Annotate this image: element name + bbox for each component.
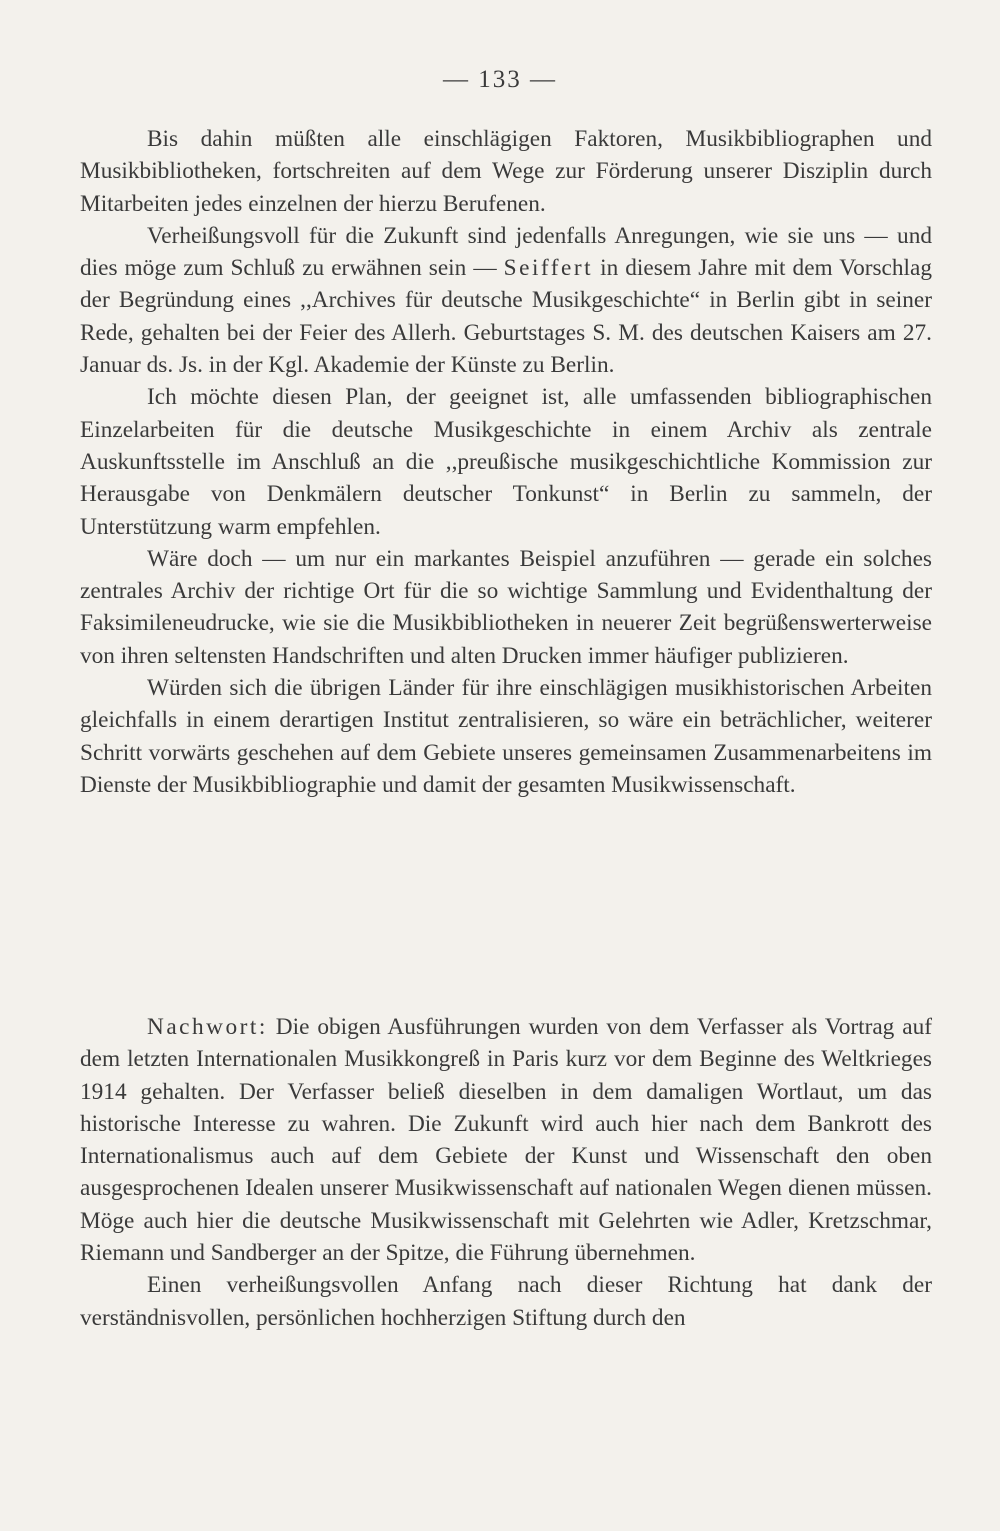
page-number: — 133 — — [443, 66, 557, 93]
paragraph: Ich möchte diesen Plan, der geeignet ist, alle umfassenden bibliographischen Einzelarbeiten für die deutsche Musikgeschichte in einem Archiv als zentrale Auskunftsstelle im Anschluß an die ,,preußische musikgeschichtliche Kommission zur Herausgabe von Denkmälern deutscher Tonkunst“ in Berlin zu sammeln, der Unterstützung warm empfehlen. — [80, 384, 932, 540]
main-text — [80, 123, 932, 801]
paragraph — [80, 220, 932, 381]
paragraph: Einen verheißungsvollen Anfang nach dieser Richtung hat dank der verständnisvollen, persönlichen hochherzigen Stiftung durch den — [80, 1272, 932, 1331]
paragraph: Würden sich die übrigen Länder für ihre einschlägigen musikhistorischen Arbeiten gleichfalls in einem derartigen Institut zentralisieren, so wäre ein beträchlicher, weiterer Schritt vorwärts geschehen auf dem Gebiete unseres gemeinsamen Zusammenarbeitens im Dienste der Musikbibliographie und damit der gesamten Musikwissenschaft. — [80, 675, 932, 798]
paragraph-text: Verheißungsvoll für die Zukunft sind jedenfalls Anregungen, wie sie uns — und dies möge zum Schluß zu erwähnen sein — — [80, 222, 932, 282]
paragraph: Wäre doch — um nur ein markantes Beispiel anzuführen — gerade ein solches zentrales Archiv der richtige Ort für die so wichtige Sammlung und Evidenthaltung der Faksimileneudrucke, wie sie die Musikbibliotheken in neuerer Zeit begrüßenswerterweise von ihren seltensten Handschriften und alten Drucken immer häufiger publizieren. — [80, 545, 932, 669]
paragraph-text: Die obigen Ausführungen wurden von dem Verfasser als Vortrag auf dem letzten Internationalen Musikkongreß in Paris kurz vor dem Beginne des Weltkrieges 1914 gehalten. Der Verfasser beließ dieselben in dem damaligen Wortlaut, um das historische Interesse zu wahren. Die Zukunft wird auch hier nach dem Bankrott des Internationalismus auch auf dem Gebiete der Kunst und Wissenschaft den oben ausgesprochenen Idealen unserer Musikwissenschaft auf nationalen Wegen dienen müssen. Möge auch hier die deutsche Musikwissenschaft mit Gelehrten wie Adler, Kretzschmar, Riemann und Sandberger an der Spitze, die Führung übernehmen. — [80, 1014, 932, 1267]
afterword-label: Nachwort: — [147, 1014, 268, 1040]
afterword — [80, 1011, 932, 1334]
paragraph-text: in diesem Jahre mit dem Vorschlag der Begründung eines ,,Archives für deutsche Musikgeschichte“ in Berlin gibt in seiner Rede, gehalten bei der Feier des Allerh. Geburtstages S. M. des deutschen Kaisers am 27. Januar ds. Js. in der Kgl. Akademie der Künste zu Berlin. — [80, 255, 932, 379]
emphasized-name: Seiffert — [503, 255, 594, 282]
paragraph: Bis dahin müßten alle einschlägigen Faktoren, Musikbibliographen und Musikbibliotheken, fortschreiten auf dem Wege zur Förderung unserer Disziplin durch Mitarbeiten jedes einzelnen der hierzu Berufenen. — [80, 126, 932, 217]
paragraph — [80, 1011, 932, 1269]
